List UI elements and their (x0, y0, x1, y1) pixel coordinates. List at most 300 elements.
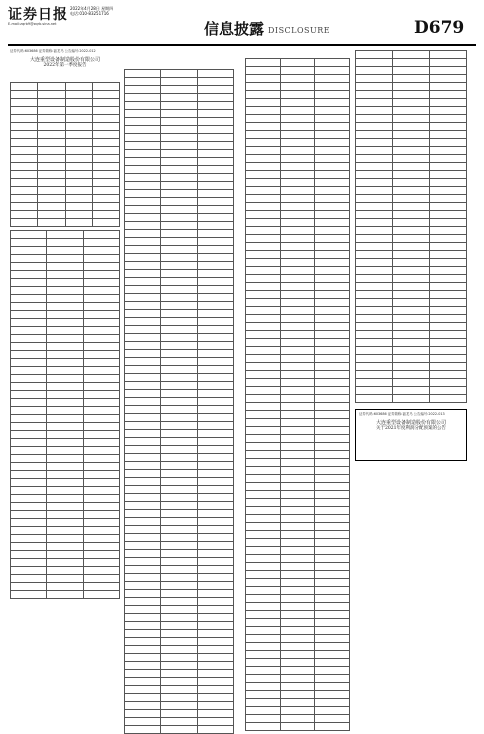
left-report-title: 2022年第一季度报告 (43, 62, 87, 68)
table-row (356, 107, 467, 115)
table-row (246, 170, 350, 178)
table-row (11, 115, 120, 123)
financial-table (10, 82, 120, 227)
text-block (359, 440, 463, 444)
table-row (125, 653, 234, 661)
column-4 (355, 50, 467, 461)
table-row (11, 439, 120, 447)
table-row (125, 237, 234, 245)
table-row (356, 131, 467, 139)
table-row (356, 203, 467, 211)
page-number: D679 (414, 18, 465, 38)
table-row (11, 287, 120, 295)
table-row (356, 323, 467, 331)
table-row (11, 147, 120, 155)
table-row (11, 351, 120, 359)
table-row (11, 511, 120, 519)
table-row (11, 567, 120, 575)
table-row (356, 59, 467, 67)
table-row (246, 154, 350, 162)
table-row (125, 277, 234, 285)
table-row (125, 373, 234, 381)
table-row (125, 173, 234, 181)
table-row (125, 565, 234, 573)
table-row (11, 163, 120, 171)
table-row (356, 259, 467, 267)
table-row (125, 581, 234, 589)
table-row (356, 395, 467, 403)
table-row (246, 418, 350, 426)
table-row (11, 463, 120, 471)
table-row (11, 431, 120, 439)
table-row (246, 242, 350, 250)
table-row (356, 315, 467, 323)
table-row (246, 706, 350, 714)
table-row (356, 339, 467, 347)
table-row (246, 618, 350, 626)
table-row (125, 205, 234, 213)
table-row (356, 211, 467, 219)
table-row (125, 285, 234, 293)
table-row (356, 187, 467, 195)
masthead (0, 0, 484, 46)
issue-info (70, 6, 113, 16)
table-row (125, 165, 234, 173)
table-row (246, 626, 350, 634)
table-row (356, 219, 467, 227)
table-row (125, 461, 234, 469)
table-row (356, 355, 467, 363)
table-row (246, 178, 350, 186)
table-row (11, 303, 120, 311)
table-row (11, 415, 120, 423)
table-row (125, 485, 234, 493)
table-row (125, 589, 234, 597)
table-row (246, 530, 350, 538)
table-row (125, 477, 234, 485)
table-row (246, 650, 350, 658)
table-row (125, 157, 234, 165)
text-block (245, 52, 350, 56)
table-row (246, 642, 350, 650)
table-row (11, 279, 120, 287)
table-row (246, 674, 350, 682)
table-row (11, 155, 120, 163)
table-row (11, 527, 120, 535)
table-row (246, 186, 350, 194)
text-block (124, 58, 234, 62)
table-row (125, 533, 234, 541)
table-row (11, 327, 120, 335)
table-row (356, 195, 467, 203)
table-row (356, 251, 467, 259)
table-row (125, 573, 234, 581)
table-row (125, 469, 234, 477)
table-row (11, 495, 120, 503)
text-block (124, 63, 234, 67)
table-row (246, 362, 350, 370)
table-row (125, 661, 234, 669)
table-row (125, 101, 234, 109)
table-row (246, 258, 350, 266)
table-row (356, 115, 467, 123)
table-row (11, 391, 120, 399)
table-row (246, 354, 350, 362)
table-row (125, 725, 234, 733)
table-row (246, 146, 350, 154)
table-row (246, 426, 350, 434)
table-row (11, 375, 120, 383)
table-row (11, 179, 120, 187)
table-row (125, 421, 234, 429)
column-2 (124, 50, 234, 734)
table-row (125, 701, 234, 709)
table-row (246, 578, 350, 586)
table-row (246, 722, 350, 730)
table-row (125, 365, 234, 373)
column-3 (245, 50, 350, 731)
table-row (11, 211, 120, 219)
section-title-en: DISCLOSURE (268, 26, 331, 35)
table-row (246, 106, 350, 114)
table-row (125, 541, 234, 549)
table-row (246, 610, 350, 618)
table-row (356, 99, 467, 107)
table-row (246, 474, 350, 482)
table-row (246, 666, 350, 674)
table-row (11, 219, 120, 227)
table-row (246, 450, 350, 458)
right-company-name: 大连重型设备制造股份有限公司 (375, 419, 446, 426)
table-row (246, 58, 350, 66)
table-row (11, 139, 120, 147)
table-row (11, 447, 120, 455)
table-row (125, 629, 234, 637)
table-row (356, 67, 467, 75)
table-row (125, 669, 234, 677)
table-row (125, 85, 234, 93)
table-row (356, 283, 467, 291)
table-row (125, 397, 234, 405)
table-row (246, 698, 350, 706)
table-row (125, 325, 234, 333)
table-row (356, 227, 467, 235)
text-block (359, 451, 463, 455)
table-row (11, 343, 120, 351)
table-row (125, 229, 234, 237)
table-row (11, 455, 120, 463)
table-row (246, 594, 350, 602)
table-row (246, 602, 350, 610)
table-row (246, 250, 350, 258)
table-row (125, 245, 234, 253)
table-row (246, 90, 350, 98)
table-row (356, 171, 467, 179)
table-row (125, 381, 234, 389)
table-row (246, 546, 350, 554)
table-row (246, 442, 350, 450)
table-row (125, 253, 234, 261)
table-row (356, 75, 467, 83)
table-row (356, 123, 467, 131)
table-row (246, 66, 350, 74)
table-row (246, 458, 350, 466)
table-row (125, 413, 234, 421)
table-row (11, 367, 120, 375)
table-row (246, 322, 350, 330)
table-row (11, 575, 120, 583)
table-row (11, 319, 120, 327)
table-row (11, 543, 120, 551)
table-row (125, 293, 234, 301)
table-row (125, 525, 234, 533)
issue-phone: 电话:010-83251716 (70, 11, 109, 16)
table-row (246, 98, 350, 106)
table-row (11, 383, 120, 391)
table-row (125, 501, 234, 509)
table-row (246, 74, 350, 82)
table-row (125, 125, 234, 133)
table-row (246, 234, 350, 242)
table-row (11, 195, 120, 203)
table-row (11, 239, 120, 247)
table-row (11, 335, 120, 343)
table-row (11, 263, 120, 271)
table-row (246, 466, 350, 474)
masthead-rule (8, 44, 476, 46)
table-row (125, 181, 234, 189)
table-row (125, 349, 234, 357)
table-row (125, 93, 234, 101)
table-row (246, 570, 350, 578)
table-row (125, 333, 234, 341)
table-row (356, 147, 467, 155)
table-row (11, 83, 120, 91)
table-row (356, 83, 467, 91)
table-row (125, 613, 234, 621)
table-row (246, 290, 350, 298)
table-row (356, 291, 467, 299)
table-row (246, 410, 350, 418)
table-row (125, 453, 234, 461)
table-row (11, 295, 120, 303)
table-row (11, 91, 120, 99)
table-row (246, 514, 350, 522)
table-row (125, 301, 234, 309)
table-row (246, 658, 350, 666)
table-row (125, 133, 234, 141)
table-row (125, 149, 234, 157)
table-row (125, 429, 234, 437)
table-row (246, 378, 350, 386)
table-row (246, 490, 350, 498)
table-row (11, 187, 120, 195)
left-company-name: 大连重型设备制造股份有限公司 (29, 56, 100, 63)
table-row (125, 77, 234, 85)
table-row (125, 437, 234, 445)
table-row (125, 445, 234, 453)
column-1 (10, 50, 120, 599)
table-row (11, 247, 120, 255)
table-row (125, 117, 234, 125)
table-row (125, 213, 234, 221)
table-row (246, 346, 350, 354)
table-row (246, 130, 350, 138)
table-row (356, 139, 467, 147)
right-notice-title: 关于2021年度利润分配预案的公告 (376, 425, 446, 431)
table-row (11, 255, 120, 263)
table-row (356, 299, 467, 307)
table-row (125, 357, 234, 365)
table-row (246, 82, 350, 90)
table-row (125, 637, 234, 645)
table-row (246, 226, 350, 234)
table-row (125, 197, 234, 205)
table-row (11, 131, 120, 139)
detail-table (10, 230, 120, 599)
table-row (356, 179, 467, 187)
table-row (125, 549, 234, 557)
table-row (11, 583, 120, 591)
table-row (125, 693, 234, 701)
table-row (125, 189, 234, 197)
table-row (11, 359, 120, 367)
table-row (246, 522, 350, 530)
table-row (125, 141, 234, 149)
table-row (11, 311, 120, 319)
table-row (246, 586, 350, 594)
text-block (124, 52, 234, 56)
table-row (11, 503, 120, 511)
table-row (125, 677, 234, 685)
newspaper-logo: 证券日报 (8, 7, 68, 23)
text-block (10, 77, 120, 81)
table-row (125, 389, 234, 397)
balance-sheet-table (124, 69, 234, 734)
table-row (356, 379, 467, 387)
table-row (125, 405, 234, 413)
table-row (11, 519, 120, 527)
income-statement-table (245, 58, 350, 731)
table-row (246, 506, 350, 514)
table-row (125, 341, 234, 349)
table-row (246, 282, 350, 290)
cash-flow-table (355, 50, 467, 403)
table-row (356, 155, 467, 163)
table-row (246, 386, 350, 394)
table-row (246, 498, 350, 506)
table-row (246, 122, 350, 130)
table-row (125, 221, 234, 229)
text-block (359, 445, 463, 449)
table-row (246, 314, 350, 322)
table-row (125, 685, 234, 693)
table-row (125, 645, 234, 653)
table-row (356, 51, 467, 59)
table-row (11, 423, 120, 431)
text-block (10, 71, 120, 75)
table-row (246, 274, 350, 282)
table-row (246, 714, 350, 722)
table-row (356, 91, 467, 99)
issue-date: 2022年4月28日 星期四 (70, 6, 114, 11)
table-row (356, 307, 467, 315)
table-row (246, 338, 350, 346)
table-row (246, 114, 350, 122)
table-row (11, 203, 120, 211)
table-row (246, 682, 350, 690)
table-row (125, 269, 234, 277)
table-row (125, 717, 234, 725)
table-row (11, 559, 120, 567)
table-row (246, 306, 350, 314)
table-row (246, 266, 350, 274)
table-row (246, 434, 350, 442)
table-row (11, 551, 120, 559)
table-row (125, 621, 234, 629)
table-row (246, 202, 350, 210)
table-row (11, 99, 120, 107)
table-row (11, 107, 120, 115)
table-row (11, 399, 120, 407)
table-row (125, 517, 234, 525)
table-row (356, 235, 467, 243)
table-row (246, 162, 350, 170)
table-row (11, 487, 120, 495)
table-row (125, 557, 234, 565)
table-row (125, 493, 234, 501)
table-row (246, 562, 350, 570)
table-row (125, 597, 234, 605)
table-row (11, 591, 120, 599)
table-row (356, 363, 467, 371)
table-row (246, 194, 350, 202)
table-row (125, 261, 234, 269)
table-row (125, 317, 234, 325)
table-row (356, 331, 467, 339)
table-row (246, 634, 350, 642)
table-row (246, 538, 350, 546)
dividend-notice (355, 409, 467, 461)
table-row (125, 69, 234, 77)
table-row (11, 535, 120, 543)
table-row (11, 271, 120, 279)
table-row (356, 371, 467, 379)
table-row (11, 479, 120, 487)
right-code-line: 证券代码:603686 证券简称:福龙马 公告编号:2022-013 (359, 412, 445, 416)
table-row (125, 605, 234, 613)
table-row (125, 309, 234, 317)
left-code-line: 证券代码:603686 证券简称:福龙马 公告编号:2022-012 (10, 49, 96, 53)
table-row (246, 138, 350, 146)
table-row (246, 218, 350, 226)
table-row (246, 482, 350, 490)
table-row (11, 171, 120, 179)
table-row (246, 394, 350, 402)
section-title: 信息披露 (204, 20, 265, 38)
table-row (246, 298, 350, 306)
table-row (11, 123, 120, 131)
table-row (246, 554, 350, 562)
table-row (246, 690, 350, 698)
table-row (246, 210, 350, 218)
table-row (246, 330, 350, 338)
table-row (125, 509, 234, 517)
table-row (356, 267, 467, 275)
table-row (246, 402, 350, 410)
table-row (11, 471, 120, 479)
table-row (356, 163, 467, 171)
